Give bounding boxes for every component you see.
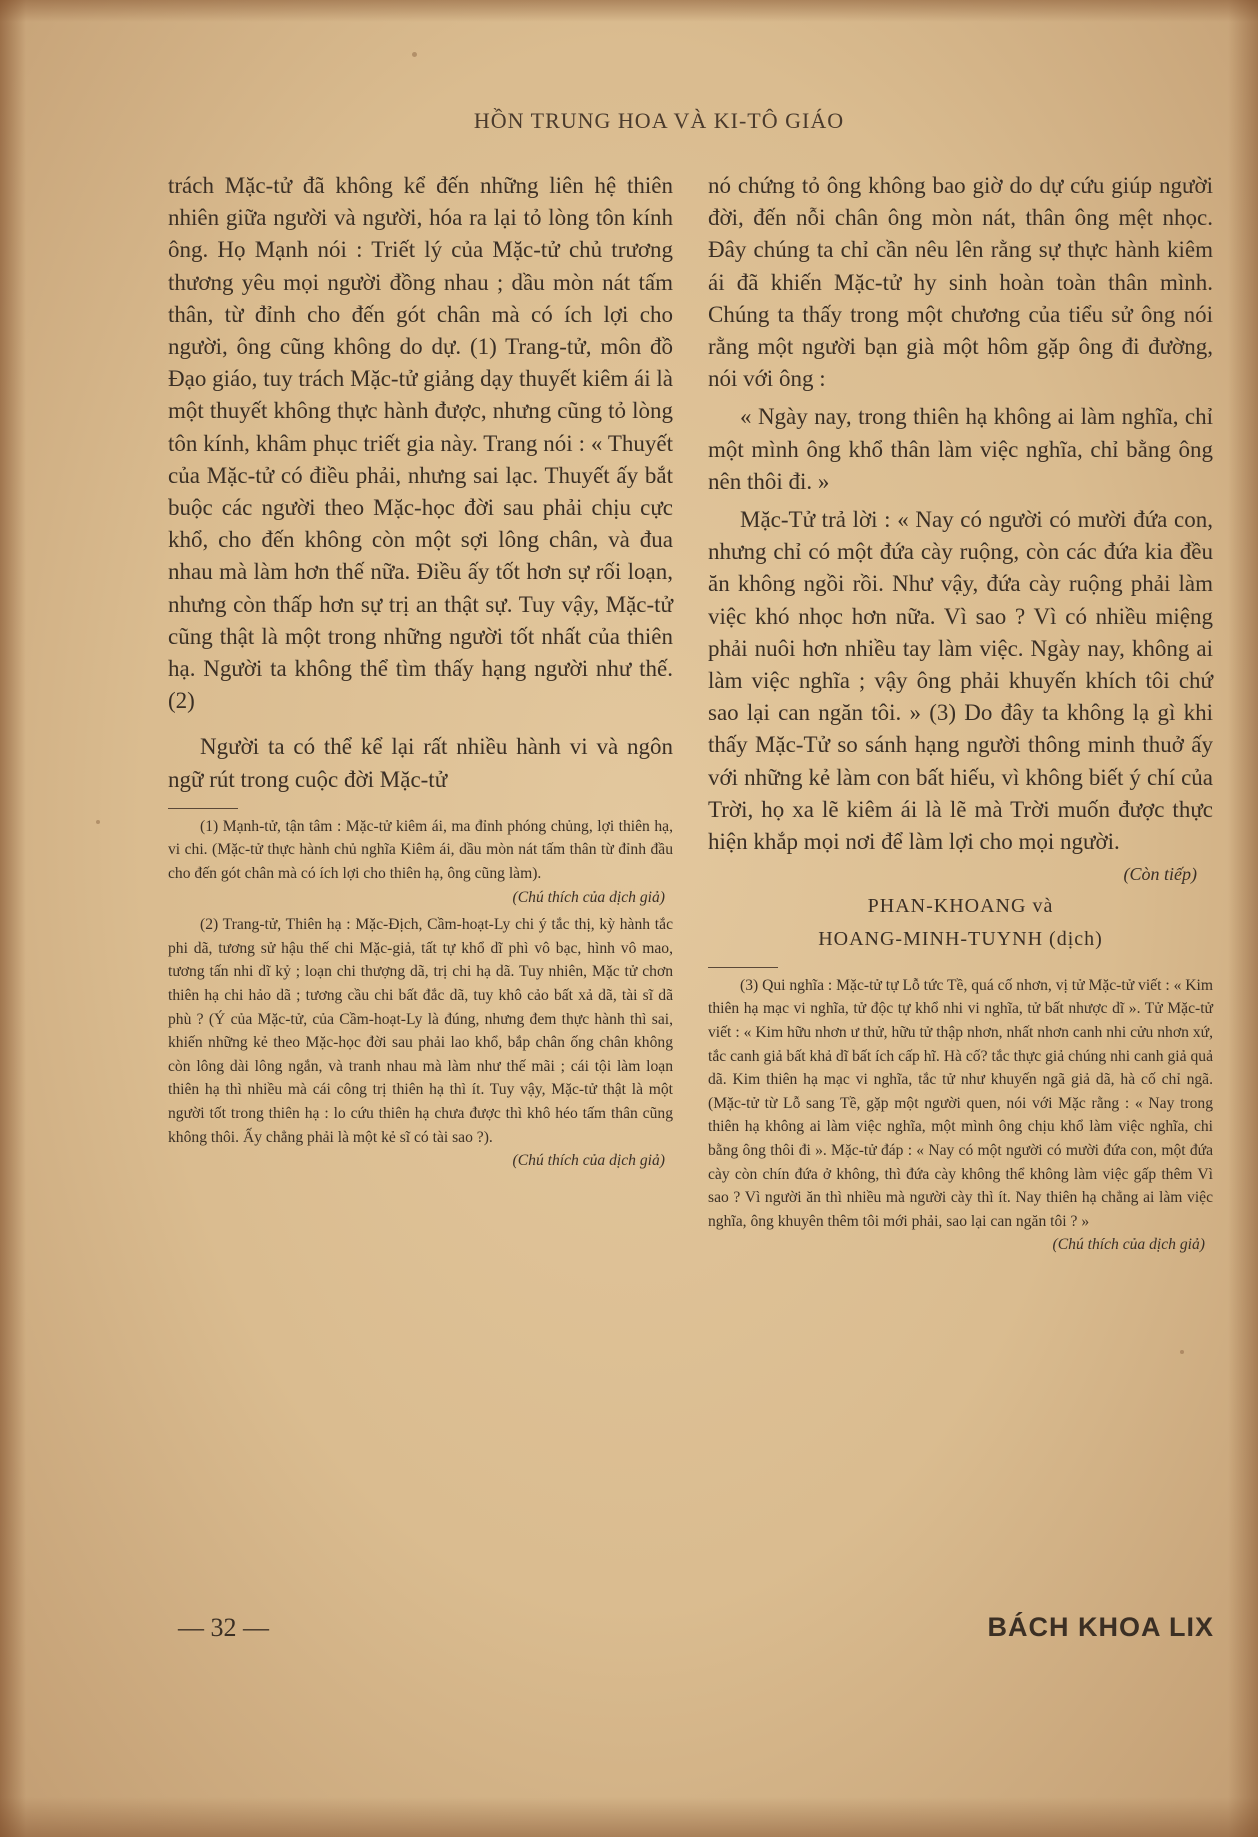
footnote-2: (2) Trang-tử, Thiên hạ : Mặc-Địch, Cầm-hoạt-Ly chi ý tắc thị, kỳ hành tắc phi dã, tương sử hậu thế chi Mặc-giả, tất tự khổ dĩ phì vô bạc, hình vô mao, tương tấn nhi dĩ kỷ ; loạn chi thượng dã, trị chi hạ dã. Tuy nhiên, Mặc tử chơn thiên hạ chi hảo dã ; tương cầu chi bất đắc dã, tuy khô cảo bất xả dã, tài sĩ dã phù ? (Ý của Mặc-tử, của Cầm-hoạt-Ly là đúng, nhưng đem thực hành thì sai, khiến những kẻ theo Mặc-học đời sau phải lao khổ, bắp chân ống chân không còn lông dài lông ngắn, và tranh nhau mà làm như thế mãi ; cái tội làm loạn thiên hạ thì nhiều mà cái công trị thiên hạ thì ít. Tuy vậy, Mặc-tử thật là một người tốt trong thiên hạ : lo cứu thiên hạ chưa được thì khô héo tấm thân cũng không thôi. Ấy chẳng phải là một kẻ sĩ có tài sao ?). [168,916,673,1146]
magazine-issue: BÁCH KHOA LIX [987,1612,1214,1642]
footnote-divider [708,967,778,968]
page-edge-shadow-bottom [0,1797,1258,1837]
page-number: — 32 — [178,1613,269,1642]
body-paragraph: Mặc-Tử trả lời : « Nay có người có mười đứa con, nhưng chỉ có một đứa cày ruộng, còn các đứa kia đều ăn không ngồi rồi. Như vậy, đứa cày ruộng phải làm việc khó nhọc hơn nữa. Vì sao ? Vì có nhiều miệng phải nuôi hơn nhiều tay làm việc. Ngày nay, không ai làm việc nghĩa ; vậy ông phải khuyến khích tôi chứ sao lại can ngăn tôi. » (3) Do đây ta không lạ gì khi thấy Mặc-Tử so sánh hạng người thông minh thuở ấy với những kẻ làm con bất hiếu, vì không biết ý chí của Trời, họ xa lẽ kiêm ái là lẽ mà Trời muốn được thực hiện khắp mọi nơi để làm lợi cho mọi người. [708,507,1213,855]
right-column [708,170,1213,1257]
body-paragraph: trách Mặc-tử đã không kể đến những liên hệ thiên nhiên giữa người và người, hóa ra lại tỏ lòng tôn kính ông. Họ Mạnh nói : Triết lý của Mặc-tử chủ trương thương yêu mọi người đồng nhau ; dầu mòn nát tấm thân, từ đỉnh cho đến gót chân mà có ích lợi cho người, ông cũng không do dự. (1) Trang-tử, môn đồ Đạo giáo, tuy trách Mặc-tử giảng dạy thuyết kiêm ái là một thuyết không thực hành được, nhưng cũng tỏ lòng tôn kính, khâm phục triết gia này. Trang nói : « Thuyết của Mặc-tử có điều phải, nhưng sai lạc. Thuyết ấy bắt buộc các người theo Mặc-học đời sau phải chịu cực khổ, cho đến không còn một sợi lông chân, và đua nhau mà làm hơn thế nữa. Điều ấy tốt hơn sự rối loạn, nhưng còn thấp hơn sự trị an thật sự. Tuy vậy, Mặc-tử cũng thật là một trong những người tốt nhất của thiên hạ. Người ta không thể tìm thấy hạng người như thế. (2) [168,173,673,714]
footnote-1: (1) Mạnh-tử, tận tâm : Mặc-tử kiêm ái, ma đỉnh phóng chủng, lợi thiên hạ, vi chi. (Mặc-tử thực hành chủ nghĩa Kiêm ái, dầu mòn nát tấm thân từ đỉnh đầu cho đến gót chân mà có ích lợi cho thiên hạ, ông cũng làm). [168,817,673,883]
footnote-3: (3) Qui nghĩa : Mặc-tử tự Lỗ tức Tề, quá cố nhơn, vị tử Mặc-tử viết : « Kim thiên hạ mạc vi nghĩa, tử độc tự khổ nhi vi nghĩa, tử bất nhược dĩ ». Tử Mặc-tử viết : « Kim hữu nhơn ư thử, hữu tử thập nhơn, nhất nhơn canh nhi cửu nhơn xứ, tắc canh giả bất khả dĩ bất ích cấp hĩ. Hà cố? tắc thực giả chúng nhi canh giả quả dã. Kim thiên hạ mạc vi nghĩa, tắc tử như khuyến ngã giả dã, hà cố chỉ ngã. (Mặc-tử từ Lỗ sang Tề, gặp một người quen, nói với Mặc rằng : « Nay trong thiên hạ không ai làm việc nghĩa, một mình ông chịu khổ làm việc nghĩa, chi bằng ông thôi đi ». Mặc-tử đáp : « Nay có một người có mười đứa con, một đứa cày còn chín đứa ở không, thì đứa cày không thể không làm việc gấp thêm Vì sao ? Vì người ăn thì nhiều mà người cày thì ít. Nay thiên hạ chẳng ai làm việc nghĩa, ông khuyên thêm tôi mới phải, sao lại can ngăn tôi ? » [708,976,1213,1230]
paper-speck [412,52,417,57]
paper-speck [1180,1350,1184,1354]
page-edge-shadow-left [0,0,26,1837]
page-edge-shadow-right [1228,0,1258,1837]
page-edge-shadow-top [0,0,1258,22]
left-column [168,170,673,1173]
body-paragraph: Người ta có thể kể lại rất nhiều hành vi và ngôn ngữ rút trong cuộc đời Mặc-tử [168,734,673,792]
footnote-attribution: (Chú thích của dịch giả) [1052,1236,1205,1254]
body-paragraph: nó chứng tỏ ông không bao giờ do dự cứu giúp người đời, đến nỗi chân ông mòn nát, thân ông mệt nhọc. Đây chúng ta chỉ cần nêu lên rằng sự thực hành kiêm ái đã khiến Mặc-tử hy sinh hoàn toàn thân mình. Chúng ta thấy trong một chương của tiểu sử ông nói rằng một người bạn già một hôm gặp ông đi đường, nói với ông : [708,173,1213,392]
translator-credit: PHAN-KHOANG và [867,895,1054,918]
footnote-divider [168,808,238,809]
translator-credit: HOANG-MINH-TUYNH (dịch) [818,927,1103,950]
continued-note: (Còn tiếp) [1123,864,1197,885]
running-header: HỒN TRUNG HOA VÀ KI-TÔ GIÁO [473,108,845,133]
footnote-attribution: (Chú thích của dịch giả) [512,1152,665,1170]
quote-paragraph: « Ngày nay, trong thiên hạ không ai làm nghĩa, chỉ một mình ông khổ thân làm việc nghĩa, chỉ bằng ông nên thôi đi. » [708,404,1213,494]
footnote-attribution: (Chú thích của dịch giả) [512,888,665,906]
paper-speck [96,820,100,824]
